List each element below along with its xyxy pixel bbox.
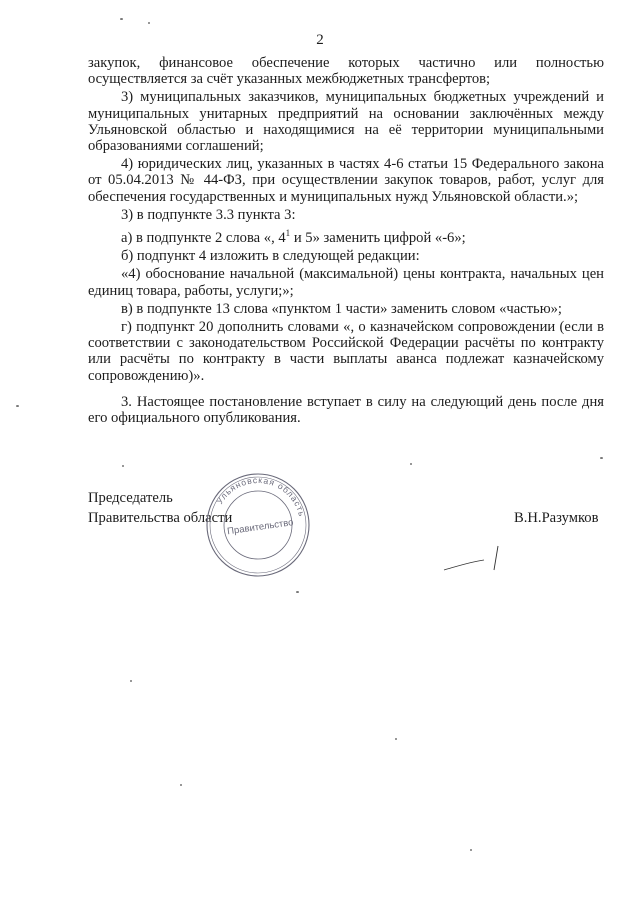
signature-title-line2: Правительства области [88,510,233,526]
paragraph-subpoint-3b-quote: «4) обоснование начальной (максимальной) цены контракта, начальных цен единиц товара, работы, услуги;»; [88,266,604,299]
scan-speck [122,465,124,467]
scan-speck [296,591,299,593]
paragraph-item-3: 3) муниципальных заказчиков, муниципальных бюджетных учреждений и муниципальных унитарных предприятий на основании заключённых между Ульяновской областью и находящимися на её территории муниципальными образованиями соглашений; [88,89,604,155]
scan-speck [470,849,472,851]
scan-speck [148,22,150,24]
paragraph-subpoint-3: 3) в подпункте 3.3 пункта 3: [121,206,296,223]
scan-speck [180,784,182,786]
scan-speck [600,457,603,459]
paragraph-subpoint-3a [88,225,604,246]
paragraph-final: 3. Настоящее постановление вступает в силу на следующий день после дня его официального опубликования. [88,393,604,426]
paragraph-item-4: 4) юридических лиц, указанных в частях 4-6 статьи 15 Федерального закона от 05.04.2013 № 44-ФЗ, при осуществлении закупок товаров, работ, услуг для обеспечения государственных и муниципальных нужд Ульяновской области.»; [88,156,604,205]
scan-speck [16,405,19,407]
page-number: 2 [316,32,324,48]
stamp-outer-text: Ульяновская область [214,474,308,519]
document-body [88,55,604,428]
signature-name: В.Н.Разумков [514,510,599,526]
paragraph-subpoint-3b: б) подпункт 4 изложить в следующей редакции: [121,248,420,265]
paragraph-subpoint-3v: в) в подпункте 13 слова «пунктом 1 части» заменить словом «частью»; [121,300,562,317]
scan-speck [130,680,132,682]
paragraph-subpoint-3g: г) подпункт 20 дополнить словами «, о казначейском сопровождении (если в соответствии с законодательством Российской Федерации расчёты по контракту или расчёты по контракту в части выплаты аванса подлежат казначейскому сопровождению)». [88,318,604,384]
signature-title-line1: Председатель [88,490,173,506]
subpoint-3a-superscript: 1 [285,228,291,239]
handwritten-signature [440,540,510,580]
scan-speck [395,738,397,740]
svg-text:Ульяновская область [214,475,307,518]
stamp-inner-text: Правительство [226,517,295,538]
subpoint-3a-post: и 5» заменить цифрой «-6»; [290,229,466,246]
official-seal-stamp [203,470,313,580]
scan-speck [410,463,412,465]
paragraph-continuation: закупок, финансовое обеспечение которых частично или полностью осуществляется за счёт указанных межбюджетных трансфертов; [88,55,604,88]
subpoint-3a-pre: а) в подпункте 2 слова «, 4 [121,229,286,246]
scan-speck [120,18,123,20]
